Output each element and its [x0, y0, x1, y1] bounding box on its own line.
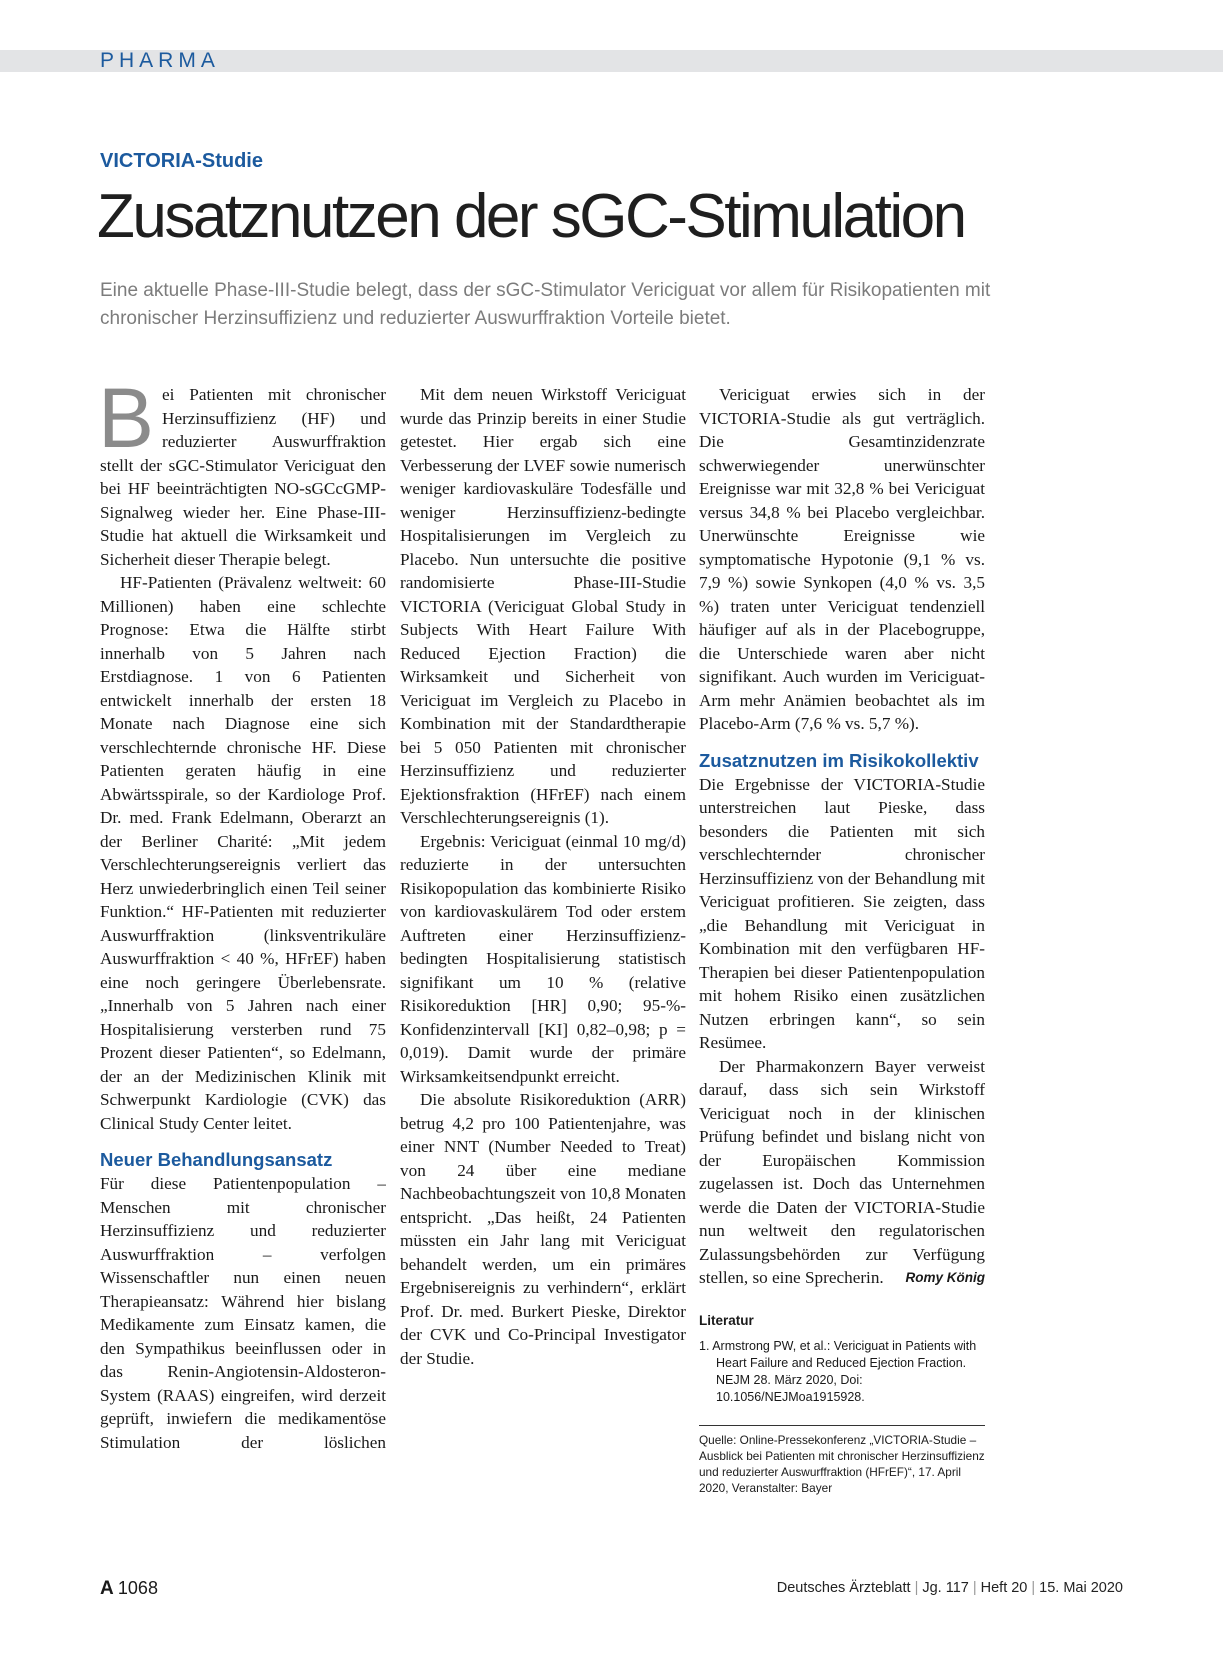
- journal-citation: Deutsches Ärzteblatt | Jg. 117 | Heft 20 | 15. Mai 2020: [776, 1580, 1123, 1596]
- article-column-1: [98, 371, 386, 1454]
- paragraph: Ergebnis: Vericiguat (einmal 10 mg/d) reduzierte in der untersuchten Risikopopulation das kombinierte Risiko von kardiovaskulärem Tod oder erstem Auftreten einer Herzinsuffizienz-bedingten Hospitalisierung statistisch signifikant um 10 % (relative Risikoreduktion [HR] 0,90; 95-%-Konfidenzintervall [KI] 0,82–0,98; p = 0,019). Damit wurde der primäre Wirksamkeitsendpunkt erreicht.: [400, 831, 686, 1086]
- article-lead: Eine aktuelle Phase-III-Studie belegt, dass der sGC-Stimulator Vericiguat vor allem für Risikopatienten mit chronischer Herzinsuffizienz und reduzierter Auswurffraktion Vorteile bietet.: [100, 280, 991, 329]
- literature-reference: 1. Armstrong PW, et al.: Vericiguat in Patients with Heart Failure and Reduced Ejection Fraction. NEJM 28. März 2020, Doi: 10.1056/NEJMoa1915928.: [699, 1338, 977, 1404]
- paragraph: Vericiguat erwies sich in der VICTORIA-Studie als gut verträglich. Die Gesamtinzidenzrate schwerwiegender unerwünschter Ereignisse war mit 32,8 % bei Vericiguat versus 34,8 % bei Placebo vergleichbar. Unerwünschte Ereignisse wie symptomatische Hypotonie (9,1 % vs. 7,9 %) sowie Synkopen (4,0 % vs. 3,5 %) traten unter Vericiguat tendenziell häufiger auf als in der Placebogruppe, die Unterschiede waren aber nicht signifikant. Auch wurden im Vericiguat-Arm mehr Anämien beobachtet als im Placebo-Arm (7,6 % vs. 5,7 %).: [699, 385, 985, 733]
- article-kicker: VICTORIA-Studie: [100, 150, 263, 172]
- drop-cap: B: [98, 371, 155, 465]
- article-title: Zusatznutzen der sGC-Stimulation: [97, 182, 965, 251]
- paragraph: HF-Patienten (Prävalenz weltweit: 60 Millionen) haben eine schlechte Prognose: Etwa die Hälfte stirbt innerhalb von 5 Jahren nach Erstdiagnose. 1 von 6 Patienten entwickelt innerhalb der ersten 18 Monate nach Diagnose eine sich verschlechternde chronische HF. Diese Patienten geraten häufig in eine Abwärtsspirale, so der Kardiologe Prof. Dr. med. Frank Edelmann, Oberarzt an der Berliner Charité: „Mit jedem Verschlechterungsereignis verliert das Herz unwiederbringlich einen Teil seiner Funktion.“ HF-Patienten mit reduzierter Auswurffraktion (linksventrikuläre Auswurffraktion < 40 %, HFrEF) haben eine noch geringere Überlebensrate. „Innerhalb von 5 Jahren nach einer Hospitalisierung versterben rund 75 Prozent dieser Patienten“, so Edelmann, der an der Medizinischen Klinik mit Schwerpunkt Kardiologie (CVK) das Clinical Study Center leitet.: [100, 573, 386, 1133]
- paragraph: Für diese Patientenpopulation – Menschen mit chronischer Herzinsuffizienz und reduzierter Auswurffraktion – verfolgen Wissenschaftler nun einen neuen Therapieansatz: Während hier bislang Medikamente zum Einsatz kamen, die den Sympathikus beeinflussen oder in das Renin-Angiotensin-Aldosteron-System (RAAS) eingreifen, wird derzeit geprüft, inwiefern die medikamentöse Stimulation der löslichen: [100, 1174, 386, 1452]
- paragraph: Die absolute Risikoreduktion (ARR) betrug 4,2 pro 100 Patientenjahre, was einer NNT (Number Needed to Treat) von 24 über eine mediane Nachbeobachtungszeit von 10,8 Monaten entspricht. „Das heißt, 24 Patienten müssten ein Jahr lang mit Vericiguat behandelt werden, um ein primäres Ergebnisereignis zu verhindern“, erklärt Prof. Dr. med. Burkert Pieske, Direktor der CVK und Co-Principal Investigator der Studie.: [400, 1090, 686, 1368]
- article-column-2: [400, 383, 686, 1370]
- subheading-neuer-behandlungsansatz: Neuer Behandlungsansatz: [100, 1149, 333, 1170]
- paragraph: Mit dem neuen Wirkstoff Vericiguat wurde das Prinzip bereits in einer Studie getestet. Hier ergab sich eine Verbesserung der LVEF sowie numerisch weniger kardiovaskuläre Todesfälle und weniger Herzinsuffizienz-bedingte Hospitalisierungen im Vergleich zu Placebo. Nun untersuchte die positive randomisierte Phase-III-Studie VICTORIA (Vericiguat Global Study in Subjects With Heart Failure With Reduced Ejection Fraction) die Wirksamkeit und Sicherheit von Vericiguat im Vergleich zu Placebo in Kombination mit der Standardtherapie bei 5 050 Patienten mit chronischer Herzinsuffizienz und reduzierter Ejektionsfraktion (HFrEF) nach einem Verschlechterungsereignis (1).: [400, 385, 686, 827]
- section-label: PHARMA: [100, 49, 220, 72]
- paragraph: Der Pharmakonzern Bayer verweist darauf, dass sich sein Wirkstoff Vericiguat noch in der klinischen Prüfung befindet und bislang nicht von der Europäischen Kommission zugelassen ist. Doch das Unternehmen werde die Daten der VICTORIA-Studie nun weltweit den regulatorischen Zulassungsbehörden zur Verfügung stellen, so eine Sprecherin. Romy König: [699, 1055, 985, 1290]
- paragraph-intro: Bei Patienten mit chronischer Herzinsuffizienz (HF) und reduzierter Auswurffraktion stellt der sGC-Stimulator Vericiguat den bei HF beeinträchtigten NO-sGCcGMP-Signalweg wieder her. Eine Phase-III-Studie hat aktuell die Wirksamkeit und Sicherheit dieser Therapie belegt.: [98, 371, 386, 569]
- paragraph: Die Ergebnisse der VICTORIA-Studie unterstreichen laut Pieske, dass besonders die Patienten mit sich verschlechternder chronischer Herzinsuffizienz von der Behandlung mit Vericiguat profitieren. Sie zeigten, dass „die Behandlung mit Vericiguat in Kombination mit den verfügbaren HF-Therapien bei dieser Patientenpopulation mit hohem Risiko einen zusätzlichen Nutzen erbringen kann“, so sein Resümee.: [699, 774, 985, 1052]
- subheading-zusatznutzen: Zusatznutzen im Risikokollektiv: [699, 749, 979, 771]
- source-note: Quelle: Online-Pressekonferenz „VICTORIA-Studie – Ausblick bei Patienten mit chronischer Herzinsuffizienz und reduzierter Auswurffraktion (HFrEF)“, 17. April 2020, Veranstalter: Bayer: [699, 1425, 985, 1496]
- literature-title: Literatur: [699, 1312, 754, 1328]
- page-number: A 1068: [100, 1578, 158, 1599]
- article-column-3: [699, 383, 985, 1496]
- author-byline: Romy König: [905, 1270, 985, 1285]
